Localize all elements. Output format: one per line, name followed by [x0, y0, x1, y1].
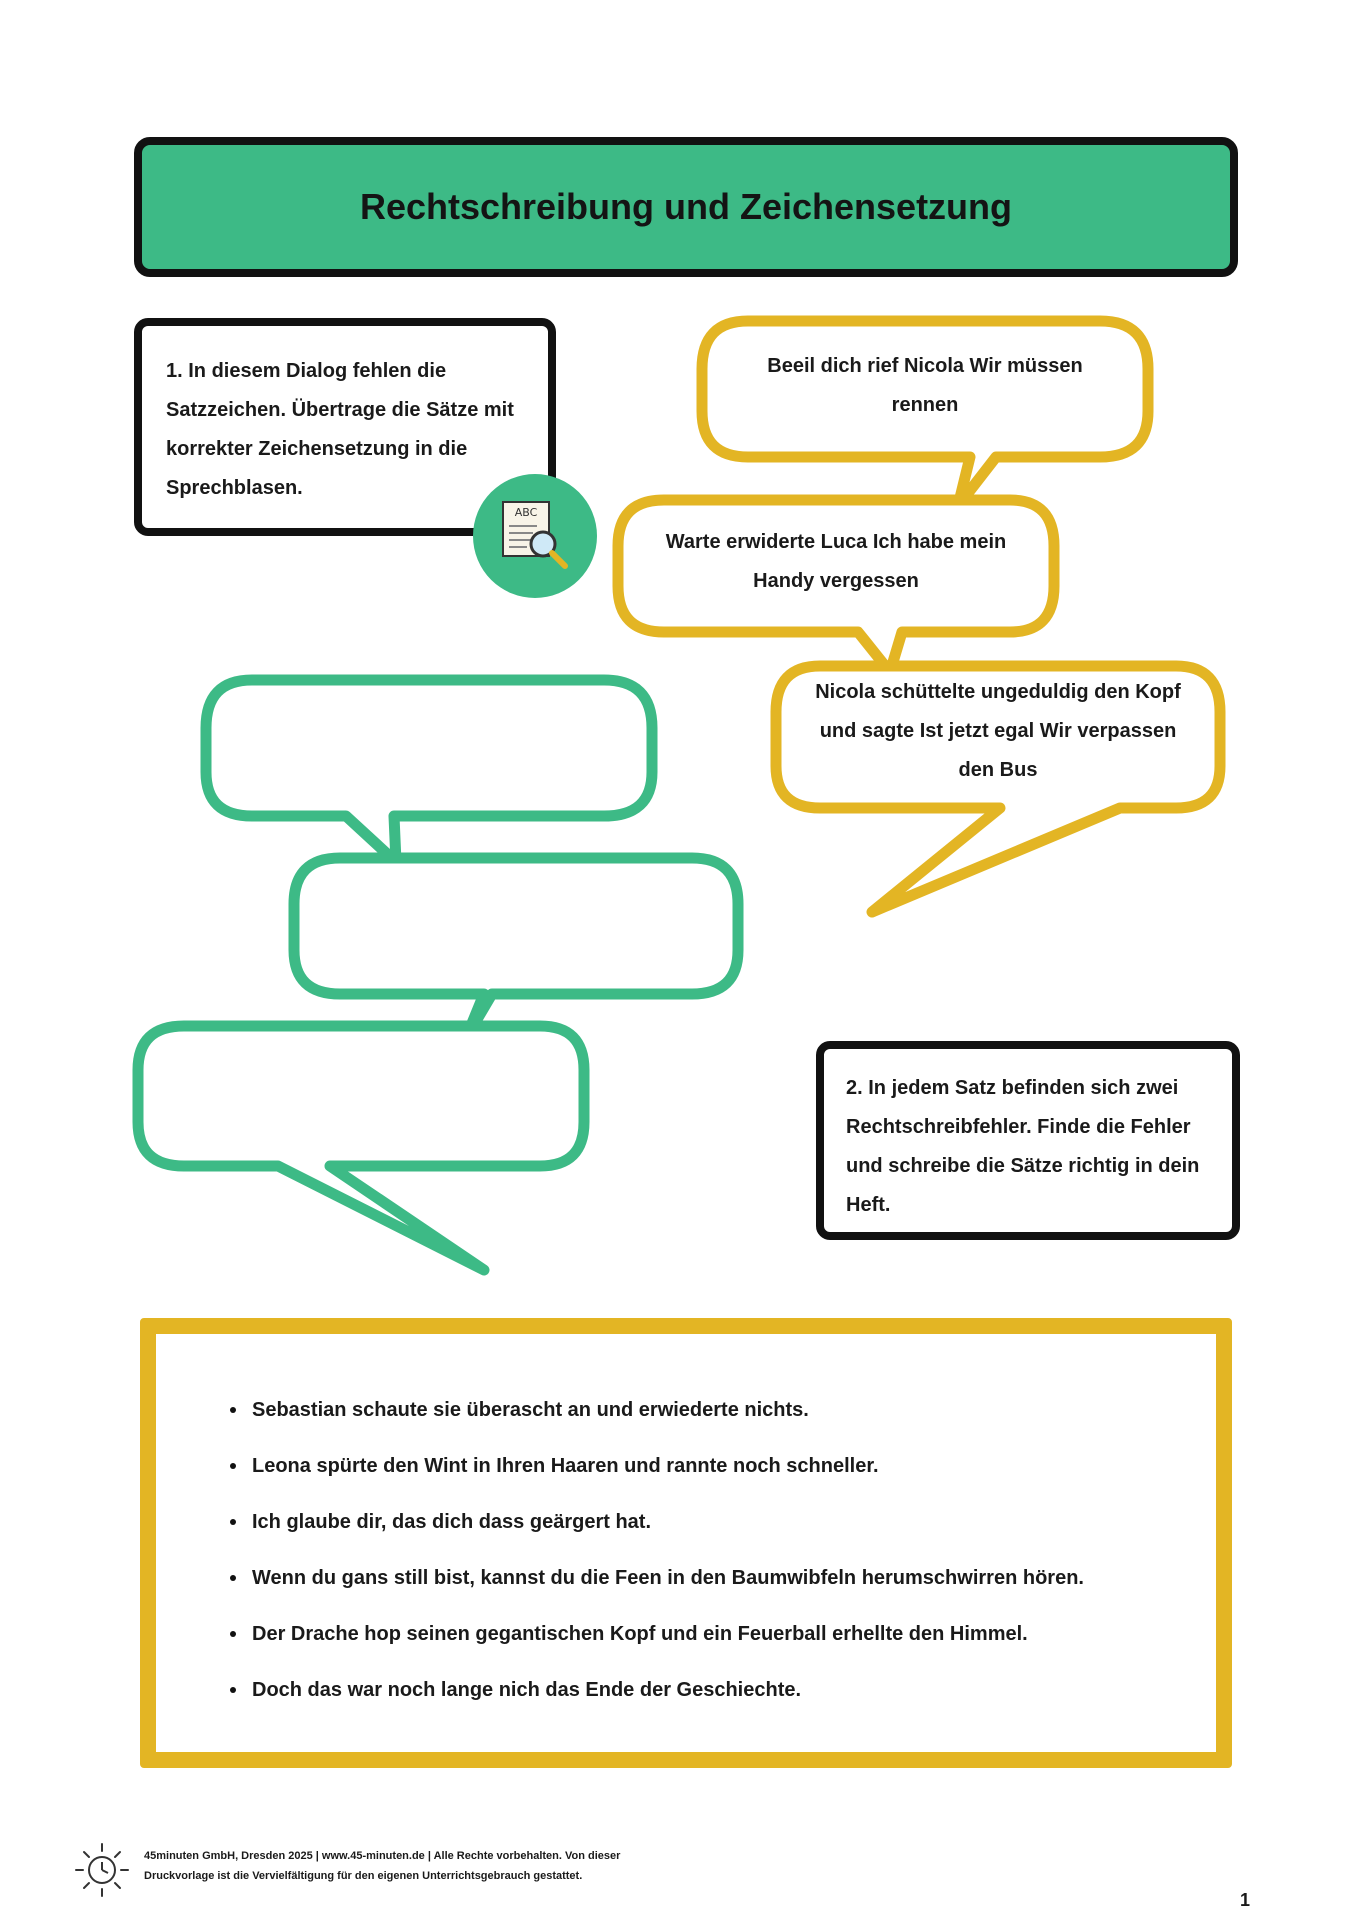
icon-badge [473, 474, 597, 598]
page-number: 1 [1240, 1890, 1251, 1910]
list-item: Der Drache hop seinen gegantischen Kopf und ein Feuerball erhellte den Himmel. [252, 1606, 1216, 1662]
task-1-text: 1. In diesem Dialog fehlen die Satzzeichen. Übertrage die Sätze mit korrekter Zeichensetzung in die Sprechblasen. [166, 360, 514, 499]
green-bubble-1 [206, 680, 652, 862]
task-2-text: 2. In jedem Satz befinden sich zwei Rechtschreibfehler. Finde die Fehler und schreibe die Sätze richtig in dein Heft. [846, 1077, 1200, 1216]
sentence-list [156, 1334, 1216, 1718]
page-title: Rechtschreibung und Zeichensetzung [359, 186, 1013, 227]
green-bubble-2 [294, 858, 738, 1038]
list-item: Leona spürte den Wint in Ihren Haaren und rannte noch schneller. [252, 1438, 1216, 1494]
icon-abc-label: ABC [514, 506, 538, 519]
list-item: Doch das war noch lange nich das Ende der Geschiechte. [252, 1662, 1216, 1718]
task-2-instructions [816, 1041, 1240, 1240]
sentence-panel [140, 1318, 1232, 1768]
dialog-bubble-text-1: Beeil dich rief Nicola Wir müssen rennen [767, 355, 1083, 416]
green-bubble-3 [138, 1026, 584, 1270]
footer-text: 45minuten GmbH, Dresden 2025 | www.45-minuten.de | Alle Rechte vorbehalten. Von dieser Druckvorlage ist die Vervielfältigung für den eigenen Unterrichtsgebrauch gestattet. [144, 1850, 621, 1882]
list-item: Wenn du gans still bist, kannst du die Feen in den Baumwibfeln herumschwirren hören. [252, 1550, 1216, 1606]
list-item: Ich glaube dir, das dich dass geärgert hat. [252, 1494, 1216, 1550]
dialog-bubble-text-3: Nicola schüttelte ungeduldig den Kopf und sagte Ist jetzt egal Wir verpassen den Bus [815, 681, 1181, 781]
abc-magnifier-icon [497, 498, 573, 574]
dialog-bubble-text-2: Warte erwiderte Luca Ich habe mein Handy vergessen [665, 531, 1007, 592]
list-item: Sebastian schaute sie überascht an und erwiederte nichts. [252, 1382, 1216, 1438]
sun-clock-logo [72, 1840, 132, 1900]
